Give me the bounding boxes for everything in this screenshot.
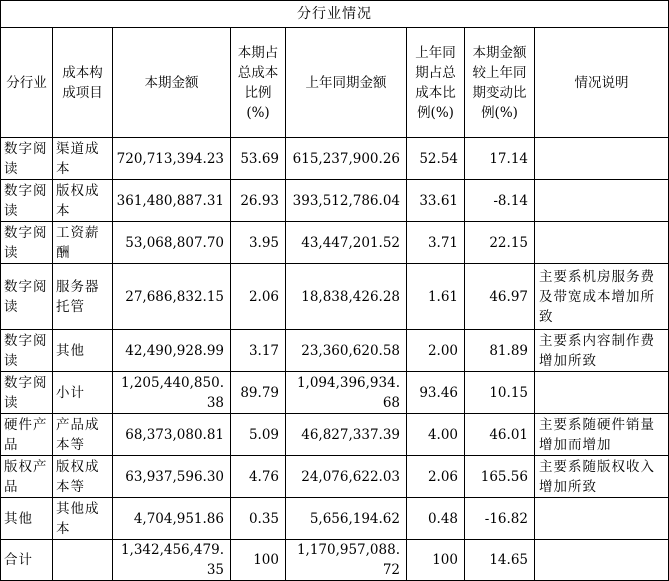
cell-industry: 数字阅读 xyxy=(1,372,53,414)
cell-current-ratio: 26.93 xyxy=(231,180,286,222)
cell-change-ratio: 81.89 xyxy=(465,330,535,372)
cell-change-ratio: -16.82 xyxy=(465,498,535,540)
cell-current-amount: 42,490,928.99 xyxy=(113,330,231,372)
cell-change-ratio: 22.15 xyxy=(465,222,535,264)
header-current-ratio: 本期占总成本比例(%) xyxy=(231,28,286,138)
cell-current-amount: 1,342,456,479.35 xyxy=(113,540,231,581)
cell-prior-ratio: 1.61 xyxy=(407,264,465,330)
cell-cost-item: 版权成本 xyxy=(53,180,113,222)
header-prior-ratio: 上年同期占总成本比例(%) xyxy=(407,28,465,138)
cell-change-ratio: 10.15 xyxy=(465,372,535,414)
table-row xyxy=(1,498,669,540)
header-row xyxy=(1,28,669,138)
cell-current-amount: 27,686,832.15 xyxy=(113,264,231,330)
cell-industry: 其他 xyxy=(1,498,53,540)
cell-prior-ratio: 2.06 xyxy=(407,456,465,498)
table-row xyxy=(1,138,669,180)
table-row xyxy=(1,264,669,330)
cell-prior-amount: 1,094,396,934.68 xyxy=(286,372,407,414)
cell-prior-amount: 393,512,786.04 xyxy=(286,180,407,222)
title-row xyxy=(1,1,669,28)
cell-note xyxy=(535,180,669,222)
cell-note: 主要系机房服务费及带宽成本增加所致 xyxy=(535,264,669,330)
cell-current-amount: 53,068,807.70 xyxy=(113,222,231,264)
cell-industry: 合计 xyxy=(1,540,53,581)
cell-note xyxy=(535,498,669,540)
cell-cost-item: 小计 xyxy=(53,372,113,414)
cell-current-ratio: 3.17 xyxy=(231,330,286,372)
cell-industry: 数字阅读 xyxy=(1,330,53,372)
table-row xyxy=(1,222,669,264)
cell-prior-amount: 23,360,620.58 xyxy=(286,330,407,372)
cell-change-ratio: 46.01 xyxy=(465,414,535,456)
cell-prior-amount: 1,170,957,088.72 xyxy=(286,540,407,581)
header-prior-amount: 上年同期金额 xyxy=(286,28,407,138)
cell-prior-ratio: 93.46 xyxy=(407,372,465,414)
cell-current-ratio: 2.06 xyxy=(231,264,286,330)
cell-prior-ratio: 3.71 xyxy=(407,222,465,264)
cell-cost-item: 工资薪酬 xyxy=(53,222,113,264)
cell-current-amount: 68,373,080.81 xyxy=(113,414,231,456)
cell-current-amount: 63,937,596.30 xyxy=(113,456,231,498)
cell-current-ratio: 53.69 xyxy=(231,138,286,180)
table-row xyxy=(1,330,669,372)
cell-note: 主要系内容制作费增加所致 xyxy=(535,330,669,372)
header-industry: 分行业 xyxy=(1,28,53,138)
cell-current-ratio: 4.76 xyxy=(231,456,286,498)
cell-current-ratio: 100 xyxy=(231,540,286,581)
cell-cost-item: 其他成本 xyxy=(53,498,113,540)
cell-prior-amount: 615,237,900.26 xyxy=(286,138,407,180)
header-cost-item: 成本构成项目 xyxy=(53,28,113,138)
header-change-ratio: 本期金额较上年同期变动比例(%) xyxy=(465,28,535,138)
cell-change-ratio: 46.97 xyxy=(465,264,535,330)
cell-current-amount: 4,704,951.86 xyxy=(113,498,231,540)
cell-change-ratio: 14.65 xyxy=(465,540,535,581)
cell-prior-amount: 46,827,337.39 xyxy=(286,414,407,456)
cell-cost-item: 版权成本等 xyxy=(53,456,113,498)
header-note: 情况说明 xyxy=(535,28,669,138)
cell-note xyxy=(535,540,669,581)
header-current-amount: 本期金额 xyxy=(113,28,231,138)
cell-prior-amount: 5,656,194.62 xyxy=(286,498,407,540)
cell-current-ratio: 0.35 xyxy=(231,498,286,540)
cell-industry: 数字阅读 xyxy=(1,138,53,180)
cell-change-ratio: 17.14 xyxy=(465,138,535,180)
cell-cost-item: 其他 xyxy=(53,330,113,372)
cell-prior-amount: 24,076,622.03 xyxy=(286,456,407,498)
cell-note xyxy=(535,222,669,264)
cell-industry: 硬件产品 xyxy=(1,414,53,456)
cell-current-amount: 720,713,394.23 xyxy=(113,138,231,180)
cell-note: 主要系随硬件销量增加而增加 xyxy=(535,414,669,456)
cell-current-ratio: 89.79 xyxy=(231,372,286,414)
table-row xyxy=(1,456,669,498)
cell-industry: 数字阅读 xyxy=(1,264,53,330)
table-row xyxy=(1,414,669,456)
cell-cost-item xyxy=(53,540,113,581)
cell-prior-ratio: 33.61 xyxy=(407,180,465,222)
cell-prior-ratio: 2.00 xyxy=(407,330,465,372)
cell-change-ratio: 165.56 xyxy=(465,456,535,498)
cell-prior-amount: 43,447,201.52 xyxy=(286,222,407,264)
cell-note xyxy=(535,138,669,180)
cell-cost-item: 服务器托管 xyxy=(53,264,113,330)
table-title: 分行业情况 xyxy=(1,1,669,28)
cell-prior-ratio: 4.00 xyxy=(407,414,465,456)
cell-current-amount: 1,205,440,850.38 xyxy=(113,372,231,414)
table-total-row xyxy=(1,540,669,581)
cell-prior-amount: 18,838,426.28 xyxy=(286,264,407,330)
cell-industry: 数字阅读 xyxy=(1,222,53,264)
cell-note: 主要系随版权收入增加所致 xyxy=(535,456,669,498)
cell-current-amount: 361,480,887.31 xyxy=(113,180,231,222)
cell-industry: 版权产品 xyxy=(1,456,53,498)
cell-change-ratio: -8.14 xyxy=(465,180,535,222)
cell-prior-ratio: 52.54 xyxy=(407,138,465,180)
cell-current-ratio: 3.95 xyxy=(231,222,286,264)
table-row xyxy=(1,372,669,414)
cell-cost-item: 产品成本等 xyxy=(53,414,113,456)
cell-industry: 数字阅读 xyxy=(1,180,53,222)
cell-note xyxy=(535,372,669,414)
cell-current-ratio: 5.09 xyxy=(231,414,286,456)
table-row xyxy=(1,180,669,222)
cell-prior-ratio: 100 xyxy=(407,540,465,581)
cell-prior-ratio: 0.48 xyxy=(407,498,465,540)
cell-cost-item: 渠道成本 xyxy=(53,138,113,180)
